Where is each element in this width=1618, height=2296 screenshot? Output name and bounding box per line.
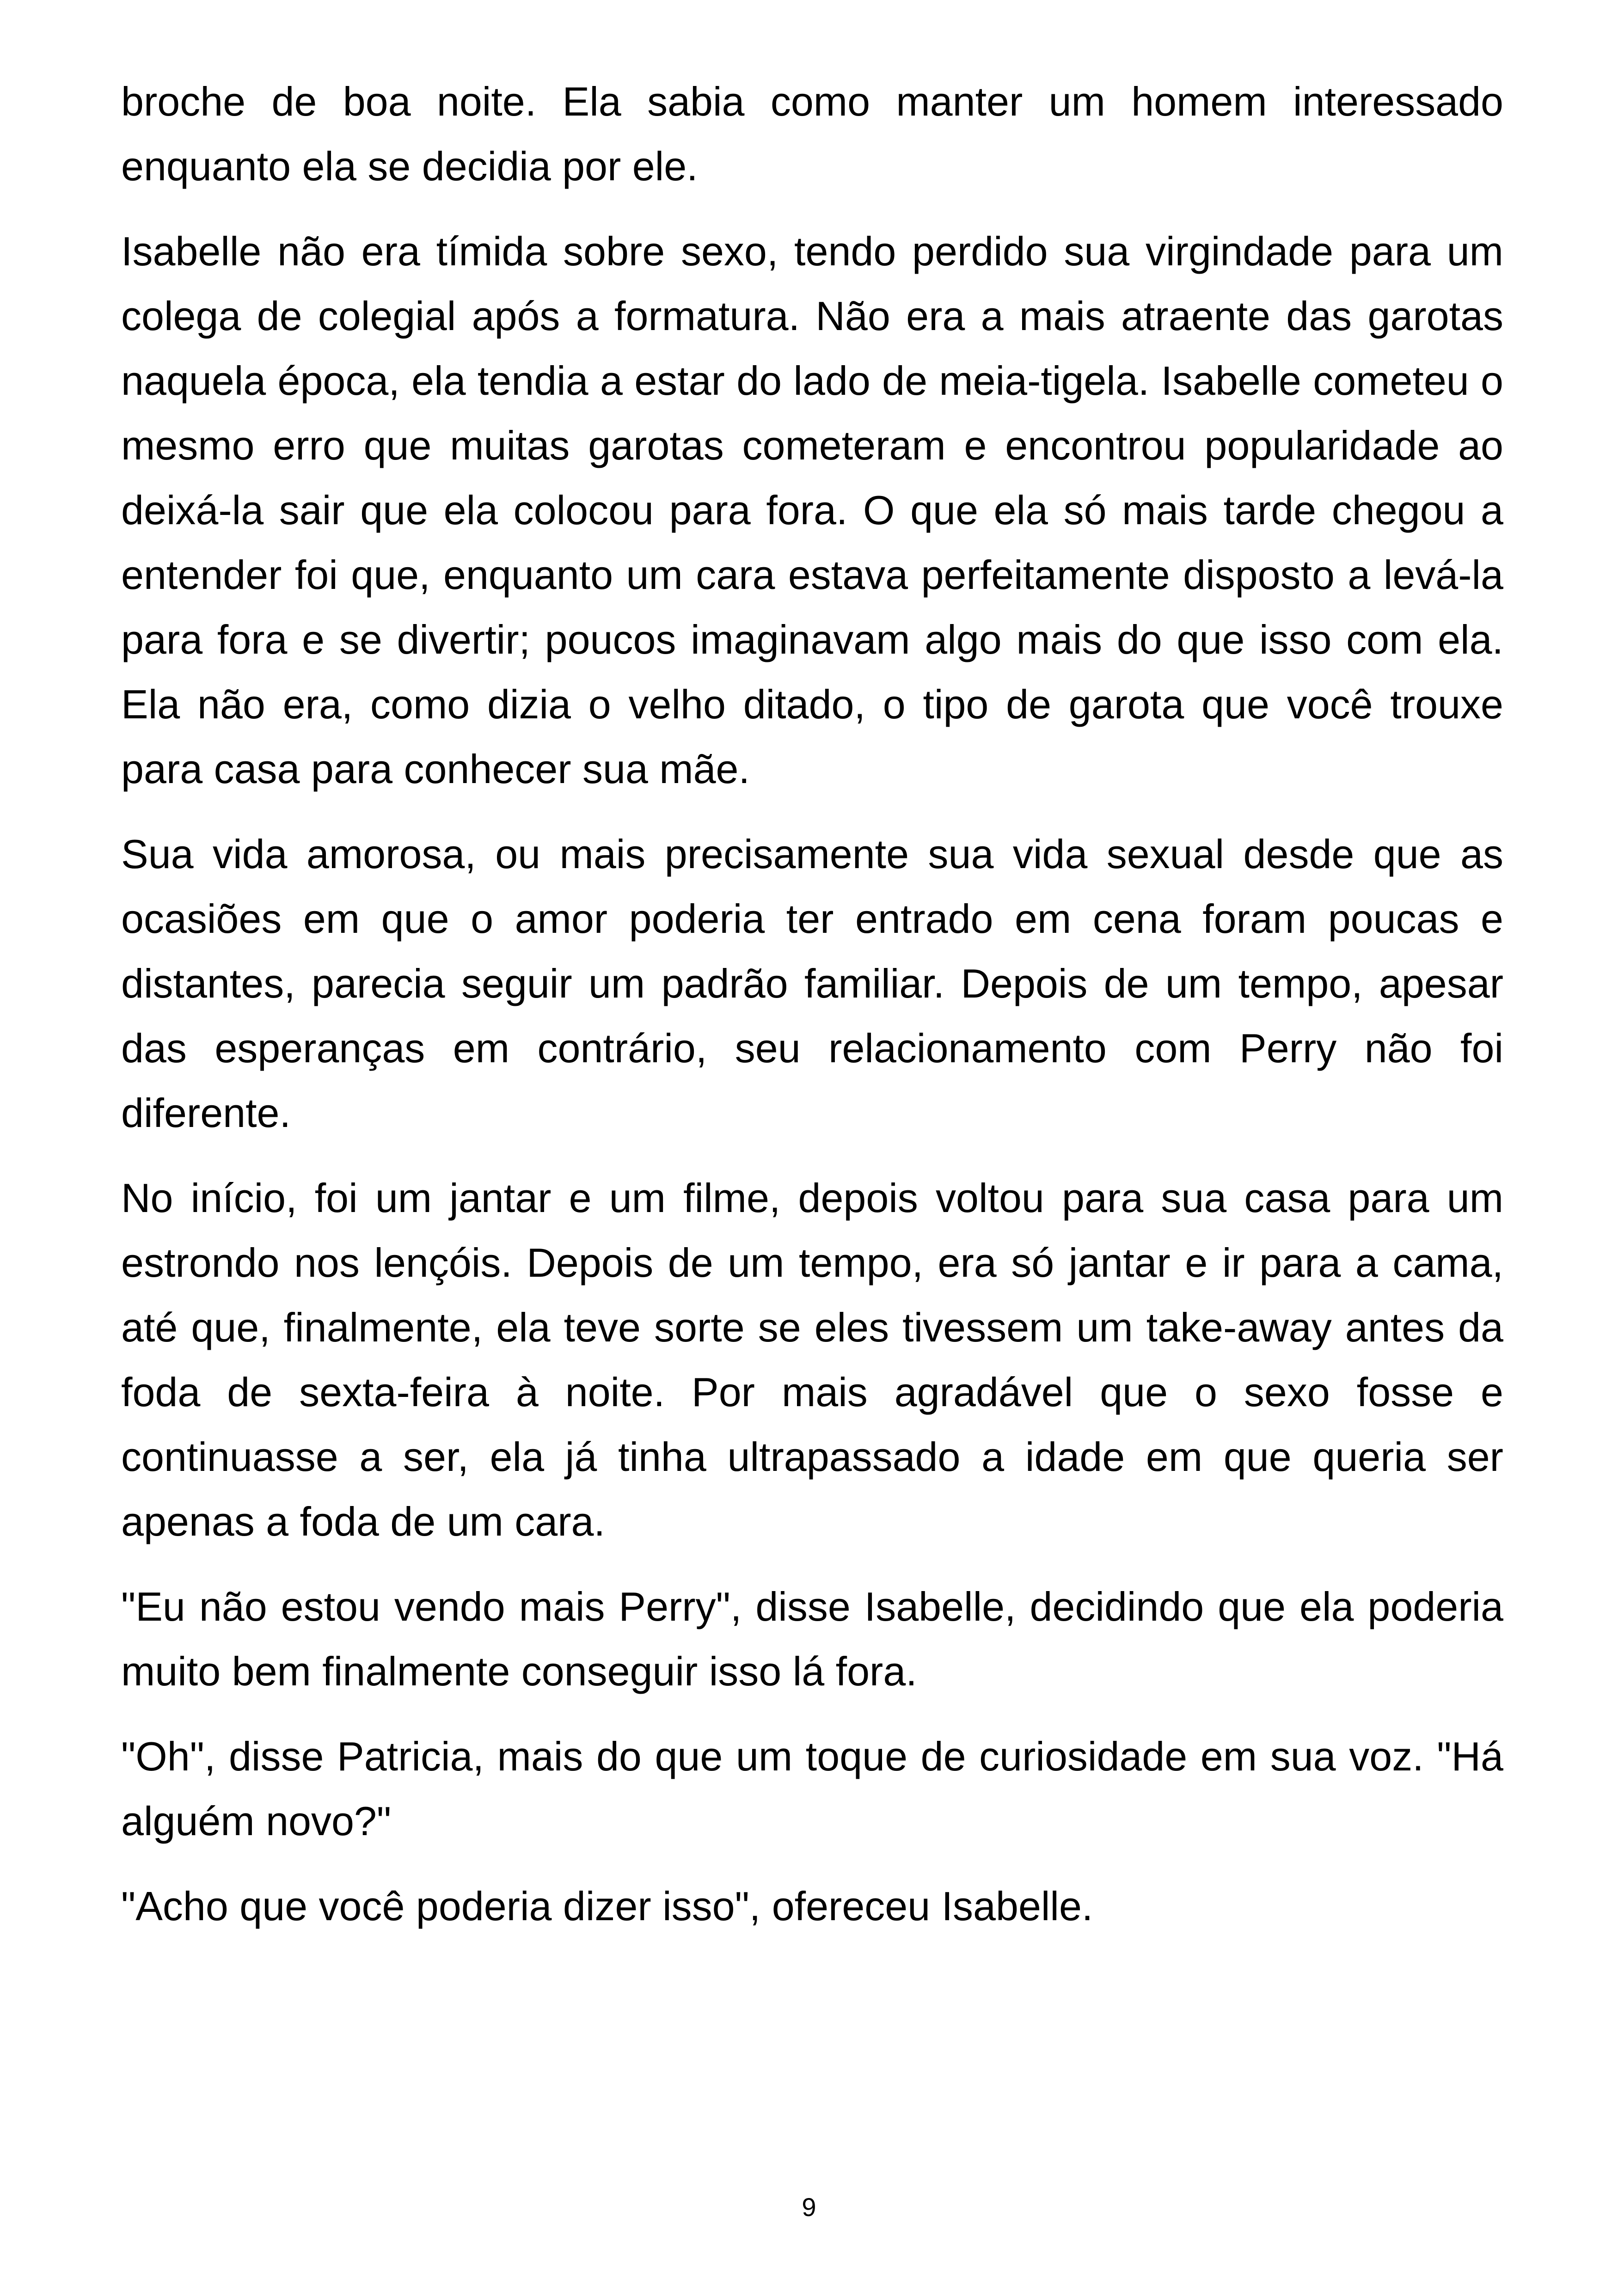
paragraph-7: "Acho que você poderia dizer isso", ofereceu Isabelle. [121,1883,1093,1929]
document-body [121,69,1503,1959]
paragraph-5: "Eu não estou vendo mais Perry", disse Isabelle, decidindo que ela poderia muito bem finalmente conseguir isso lá fora. [121,1584,1503,1694]
paragraph-6: "Oh", disse Patricia, mais do que um toque de curiosidade em sua voz. "Há alguém novo?" [121,1733,1503,1844]
paragraph-4: No início, foi um jantar e um filme, depois voltou para sua casa para um estrondo nos lençóis. Depois de um tempo, era só jantar e ir para a cama, até que, finalmente, ela teve sorte se eles tivessem um take-away antes da foda de sexta-feira à noite. Por mais agradável que o sexo fosse e continuasse a ser, ela já tinha ultrapassado a idade em que queria ser apenas a foda de um cara. [121,1175,1503,1544]
paragraph-1: broche de boa noite. Ela sabia como manter um homem interessado enquanto ela se decidia por ele. [121,79,1503,189]
paragraph-3: Sua vida amorosa, ou mais precisamente sua vida sexual desde que as ocasiões em que o amor poderia ter entrado em cena foram poucas e distantes, parecia seguir um padrão familiar. Depois de um tempo, apesar das esperanças em contrário, seu relacionamento com Perry não foi diferente. [121,831,1503,1136]
paragraph-2: Isabelle não era tímida sobre sexo, tendo perdido sua virgindade para um colega de colegial após a formatura. Não era a mais atraente das garotas naquela época, ela tendia a estar do lado de meia-tigela. Isabelle cometeu o mesmo erro que muitas garotas cometeram e encontrou popularidade ao deixá-la sair que ela colocou para fora. O que ela só mais tarde chegou a entender foi que, enquanto um cara estava perfeitamente disposto a levá-la para fora e se divertir; poucos imaginavam algo mais do que isso com ela. Ela não era, como dizia o velho ditado, o tipo de garota que você trouxe para casa para conhecer sua mãe. [121,228,1503,792]
page-number: 9 [802,2192,816,2222]
